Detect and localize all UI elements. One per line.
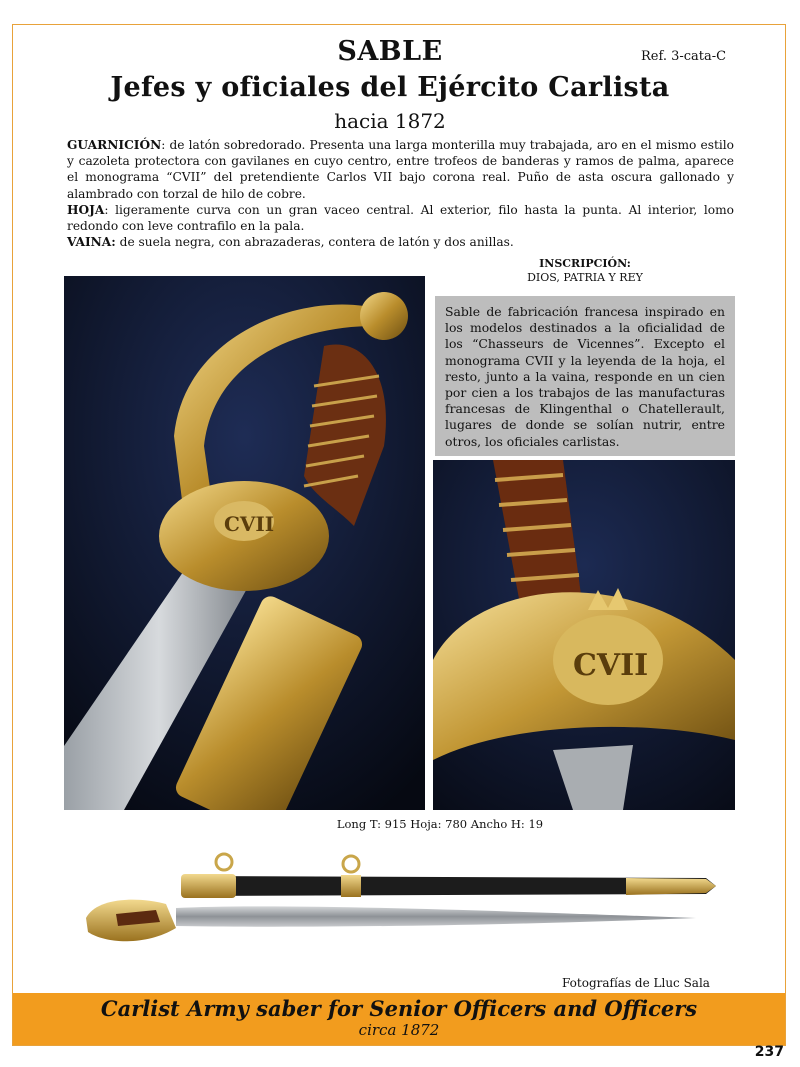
vaina-paragraph (67, 234, 734, 250)
hoja-text: : ligeramente curva con un gran vaceo central. Al exterior, filo hasta la punta. Al interior, lomo redondo con leve contrafilo en la pala. (67, 202, 734, 234)
english-date: circa 1872 (358, 1021, 440, 1039)
page-title: SABLE (337, 36, 443, 67)
vaina-text: de suela negra, con abrazaderas, contera de latón y dos anillas. (115, 235, 514, 250)
svg-text:CVII: CVII (573, 648, 649, 683)
full-sword-photo (76, 848, 728, 968)
english-title-banner (13, 993, 785, 1045)
svg-text:CVII: CVII (224, 512, 275, 536)
vaina-label: VAINA: (67, 235, 116, 250)
hoja-paragraph (67, 202, 734, 234)
page-number: 237 (754, 1044, 784, 1060)
historical-note: Sable de fabricación francesa inspirado en los modelos destinados a la oficialidad de los “Chasseurs de Vicennes”. Excepto el monograma CVII y la leyenda de la hoja, el resto, junto a la vaina, responde en un cien por cien a los trabajos de las manufacturas francesas de Klingenthal o Chatellerault, lugares de donde se solían nutrir, entre otros, los oficiales carlistas. (435, 296, 735, 456)
inscription-heading: INSCRIPCIÓN: (539, 257, 631, 270)
guarnicion-paragraph (67, 137, 734, 202)
hoja-label: HOJA (67, 202, 105, 217)
guarnicion-text: : de latón sobredorado. Presenta una larga monterilla muy trabajada, aro en el mismo estilo y cazoleta protectora con gavilanes en cuyo centro, entre trofeos de banderas y ramos de palma, aparece el monograma “CVII” del pretendiente Carlos VII bajo corona real. Puño de asta oscura gallonado y alambrado con torzal de hilo de cobre. (67, 138, 734, 201)
description (67, 137, 734, 250)
page-subtitle: Jefes y oficiales del Ejército Carlista (110, 72, 670, 103)
hilt-photo (64, 276, 425, 810)
inscription-text: DIOS, PATRIA Y REY (527, 271, 643, 284)
english-title: Carlist Army saber for Senior Officers and Officers (100, 996, 698, 1021)
measurements: Long T: 915 Hoja: 780 Ancho H: 19 (336, 817, 544, 831)
reference-code: Ref. 3-cata-C (641, 49, 727, 64)
guard-photo (433, 460, 735, 810)
guarnicion-label: GUARNICIÓN (67, 138, 162, 152)
inscription-block (470, 257, 700, 285)
photo-credit: Fotografías de Lluc Sala (562, 976, 710, 990)
page-date: hacia 1872 (334, 109, 446, 133)
